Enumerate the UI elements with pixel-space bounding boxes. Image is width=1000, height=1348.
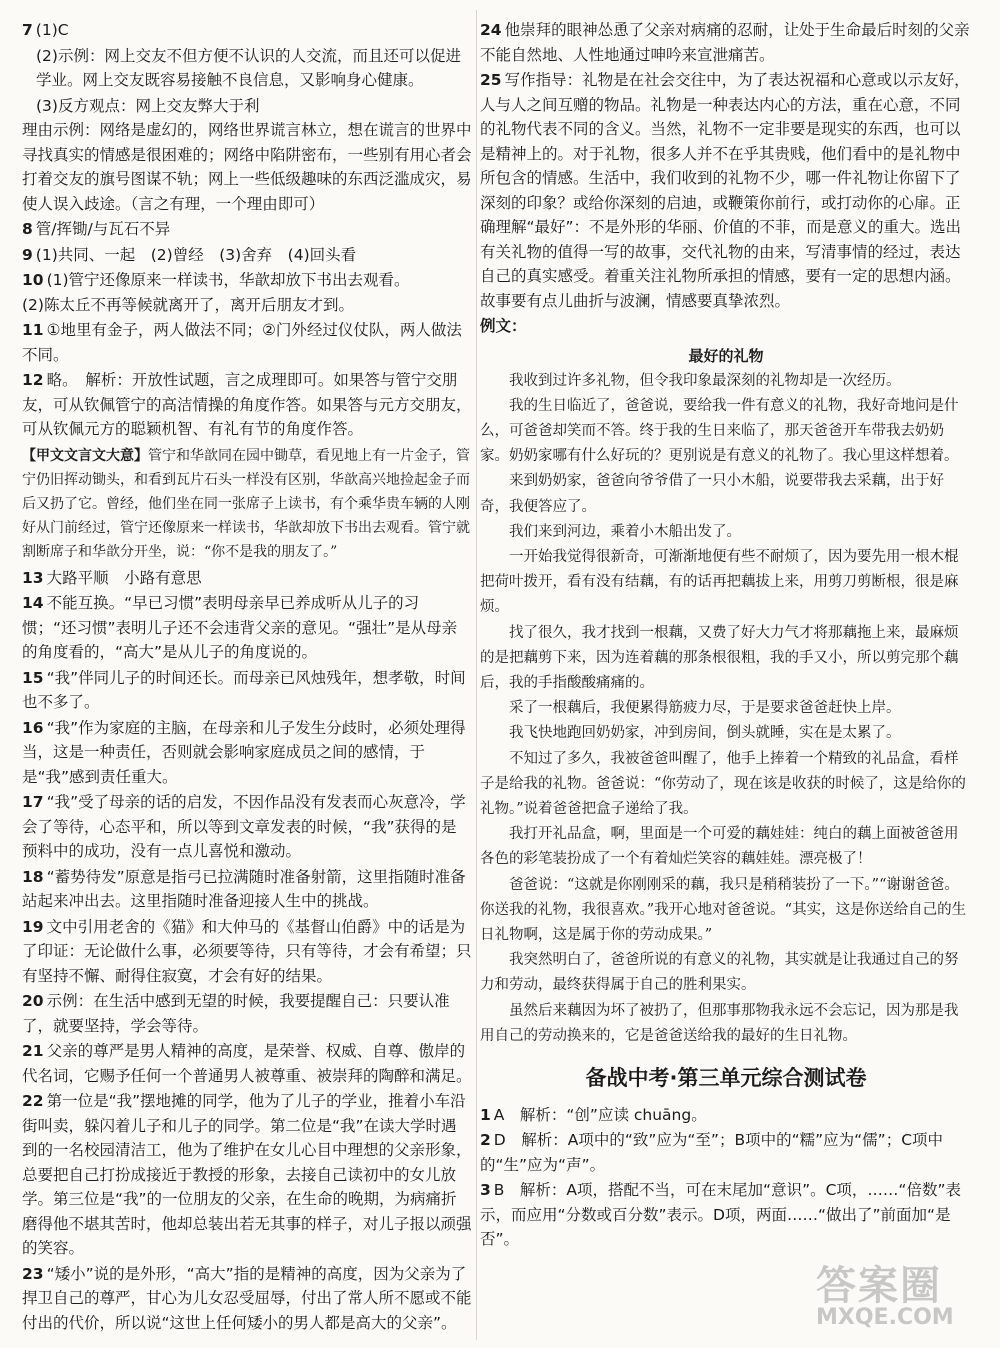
answer-item — [22, 268, 472, 317]
answer-text: 第一位是“我”摆地摊的同学，他为了儿子的学业，推着小车沿街叫卖，躲闪着儿子和儿子的同学。第二位是“我”在读大学时遇到的一名校园清洁工，他为了维护在女儿心目中理想的父亲形象，总要把自己打扮成接近于教授的形象，去接自己读初中的女儿放学。第三位是“我”的一位朋友的父亲，在生命的晚期，为病痛折磨得他不堪其苦时，他却总装出若无其事的样子，对儿子报以顽强的笑容。 — [22, 1092, 472, 1257]
answer-text: 写作指导：礼物是在社会交往中，为了表达祝福和心意或以示友好，人与人之间互赠的物品。礼物是一种表达内心的方法，重在心意，不同的礼物代表不同的含义。当然，礼物不一定非要是现实的东西，也可以是精神上的。对于礼物，很多人并不在乎其贵贱，他们看中的是礼物中所包含的情感。生活中，我们收到的礼物不少，哪一件礼物让你留下了深刻的印象？或给你深刻的启迪，或鞭策你前行，或打动你的心扉。正确理解“最好”：不是外形的华丽、价值的不菲，而是意义的重大。选出有关礼物的值得一写的故事，交代礼物的由来，写清事情的经过，表达自己的真实感受。着重关注礼物所承担的情感，要有一定的思想内涵。故事要有点儿曲折与波澜，情感要真挚浓烈。 — [480, 71, 970, 310]
answer-number: 24 — [480, 21, 502, 39]
answer-text: 略。 解析：开放性试题，言之成理即可。如果答与管宁交朋友，可从钦佩管宁的高洁情操的角度作答。如果答与元方交朋友，可从钦佩元方的聪颖机智、有礼有节的角度作答。 — [22, 371, 472, 438]
answer-list-2 — [22, 566, 472, 1336]
answer-item — [480, 68, 972, 313]
answer-item — [22, 318, 472, 367]
article-paragraph: 我突然明白了，爸爸所说的有意义的礼物，其实就是让我通过自己的努力和劳动，最终获得属于自己的胜利果实。 — [480, 952, 959, 994]
note-label: 【甲文文言文大意】 — [22, 447, 148, 464]
watermark-url: MXQE.COM — [816, 1305, 954, 1330]
answer-text: 大路平顺 小路有意思 — [46, 568, 202, 587]
right-column — [480, 18, 972, 1253]
answer-text: 文中引用老舍的《猫》和大仲马的《基督山伯爵》中的话是为了印证：无论做什么事，必须要等待，只有等待，才会有希望；只有坚持不懈、耐得住寂寞，才会有好的结果。 — [22, 917, 472, 985]
answer-text: 不能互换。“早已习惯”表明母亲早已养成听从儿子的习惯；“还习惯”表明儿子还不会违背父亲的意见。“强壮”是从母亲的角度看的，“高大”是从儿子的角度说的。 — [22, 594, 458, 661]
answer-text: 他崇拜的眼神怂恿了父亲对病痛的忍耐，让处于生命最后时刻的父亲不能自然地、人性地通过呻吟来宣泄痛苦。 — [480, 21, 970, 64]
answer-text: 管/挥锄/与瓦石不异 — [35, 220, 171, 238]
answer-item — [22, 1262, 472, 1336]
answer-item — [22, 1039, 472, 1088]
article-paragraph: 我收到过许多礼物，但令我印象最深刻的礼物却是一次经历。 — [509, 372, 901, 389]
article-paragraph: 我的生日临近了，爸爸说，要给我一件有意义的礼物，我好奇地问是什么，可爸爸却笑而不答。终于我的生日来临了，那天爸爸开车带我去奶奶家。奶奶家哪有什么好玩的？更别说是有意义的礼物了。我心里这样想着。 — [480, 397, 959, 465]
article-paragraph: 采了一根藕后，我便累得筋疲力尽，于是要求爸爸赶快上岸。 — [509, 700, 901, 717]
answer-item — [22, 94, 472, 217]
answer-text: (1)共同、一起 (2)曾经 (3)舍弃 (4)回头看 — [35, 245, 357, 264]
left-column — [22, 18, 472, 1336]
answer-number: 23 — [22, 1264, 44, 1283]
answer-number: 25 — [480, 71, 502, 89]
answer-text: ①地里有金子，两人做法不同；②门外经过仪仗队，两人做法不同。 — [22, 321, 462, 364]
answer-item — [22, 217, 472, 242]
answer-item — [22, 368, 472, 442]
answer-text: (1)C — [35, 21, 69, 39]
answer-item — [22, 989, 472, 1038]
example-article — [480, 369, 972, 1049]
answer-list-1 — [22, 18, 472, 442]
answer-number: 15 — [22, 668, 44, 687]
article-paragraph: 来到奶奶家，爸爸向爷爷借了一只小木船，说要带我去采藕，出于好奇，我便答应了。 — [480, 473, 944, 515]
answer-number: 10 — [22, 271, 44, 289]
answer-number: 2 — [480, 1131, 491, 1150]
answer-text: A 解析：“创”应读 chuāng。 — [493, 1105, 707, 1124]
answer-text: (2)示例：网上交友不但方便不认识的人交流，而且还可以促进学业。网上交友既容易接触不良信息，又影响身心健康。 — [36, 46, 461, 89]
article-paragraph: 爸爸说：“这就是你刚刚采的藕，我只是稍稍装扮了一下。”“谢谢爸爸。你送我的礼物，我很喜欢。”我开心地对爸爸说。“其实，这是你送给自己的生日礼物啊，这是属于你的劳动成果。” — [480, 876, 967, 943]
section-title: 备战中考·第三单元综合测试卷 — [585, 1065, 867, 1090]
article-paragraph: 我们来到河边，乘着小木船出发了。 — [509, 523, 741, 540]
answer-number: 9 — [22, 245, 33, 264]
answer-number: 1 — [480, 1105, 491, 1124]
answer-number: 16 — [22, 718, 44, 737]
answer-number: 17 — [22, 793, 44, 811]
translation-note — [22, 444, 472, 564]
answer-item — [22, 1089, 472, 1261]
answer-text: “我”作为家庭的主脑，在母亲和儿子发生分歧时，必须处理得当，这是一种责任，否则就会影响家庭成员之间的感情，于是“我”感到责任重大。 — [22, 718, 466, 786]
article-title: 最好的礼物 — [688, 346, 764, 365]
answer-number: 7 — [22, 21, 33, 39]
article-paragraph: 虽然后来藕因为坏了被扔了，但那事那物我永远不会忘记，因为那是我用自己的劳动换来的，它是爸爸送给我的最好的生日礼物。 — [480, 1002, 959, 1044]
answer-item — [480, 1178, 972, 1252]
answer-item — [22, 591, 472, 665]
answer-item — [22, 243, 472, 268]
site-watermark — [816, 1254, 986, 1340]
answer-text: (3)反方观点：网上交友弊大于利 — [36, 96, 260, 115]
column-divider — [476, 10, 477, 1340]
answer-item — [22, 790, 472, 864]
answer-text: 理由示例：网络是虚幻的，网络世界谎言林立，想在谎言的世界中寻找真实的情感是很困难的；网络中陷阱密布，一些别有用心者会打着交友的旗号图谋不轨；网上一些低级趣味的东西泛滥成灾，易使人误入歧途。（言之有理，一个理由即可） — [22, 121, 472, 213]
answer-item — [22, 915, 472, 989]
test-answers — [480, 1103, 972, 1252]
answer-item — [480, 1103, 972, 1128]
article-paragraph: 我飞快地跑回奶奶家，冲到房间，倒头就睡，实在是太累了。 — [509, 725, 901, 742]
answer-list-3 — [480, 18, 972, 313]
answer-text: B 解析：A项，搭配不当，可在末尾加“意识”。C项，……“倍数”表示，而应用“分数或百分数”表示。D项，两面……“做出了”前面加“是否”。 — [480, 1181, 961, 1249]
answer-item — [22, 865, 472, 914]
answer-text: (1)管宁还像原来一样读书，华歆却放下书出去观看。 — [46, 271, 410, 289]
answer-item — [22, 666, 472, 715]
answer-text: (2)陈太丘不再等候就离开了，离开后朋友才到。 — [22, 295, 354, 314]
article-paragraph: 不知过了多久，我被爸爸叫醒了，他手上捧着一个精致的礼品盒，看样子是给我的礼物。爸爸说：“你劳动了，现在该是收获的时候了，这是给你的礼物。”说着爸爸把盒子递给了我。 — [480, 750, 966, 817]
article-paragraph: 找了很久，我才找到一根藕，又费了好大力气才将那藕拖上来，最麻烦的是把藕剪下来，因为连着藕的那条根很粗，我的手又小，所以剪完那个藕后，我的手指酸酸痛痛的。 — [480, 624, 959, 691]
answer-number: 12 — [22, 371, 44, 389]
note-text: 管宁和华歆同在园中锄草，看见地上有一片金子，管宁仍旧挥动锄头，和看到瓦片石头一样没有区别，华歆高兴地捡起金子而后又扔了它。曾经，他们坐在同一张席子上读书，有个乘华贵车辆的人刚好从门前经过，管宁还像原来一样读书，华歆却放下书出去观看。管宁就割断席子和华歆分开坐，说：“你不是我的朋友了。” — [22, 447, 470, 560]
answer-item — [22, 18, 472, 43]
watermark-logo: 答案圈 — [816, 1263, 942, 1309]
article-paragraph: 一开始我觉得很新奇，可渐渐地便有些不耐烦了，因为要先用一根木棍把荷叶拨开，看有没有结藕，有的话再把藕拔上来，用剪刀剪断根，很是麻烦。 — [480, 548, 959, 616]
answer-number: 20 — [22, 992, 44, 1010]
answer-number: 13 — [22, 568, 44, 587]
answer-number: 19 — [22, 917, 44, 936]
answer-text: “蓄势待发”原意是指弓已拉满随时准备射箭，这里指随时准备站起来冲出去。这里指随时准备迎接人生中的挑战。 — [22, 867, 466, 910]
answer-number: 21 — [22, 1042, 44, 1060]
answer-number: 11 — [22, 321, 44, 339]
answer-text: D 解析：A项中的“致”应为“至”；B项中的“糯”应为“儒”；C项中的“生”应为“声”。 — [480, 1131, 944, 1174]
answer-number: 22 — [22, 1092, 44, 1110]
article-paragraph: 我打开礼品盒，啊，里面是一个可爱的藕娃娃：纯白的藕上面被爸爸用各色的彩笔装扮成了一个有着灿烂笑容的藕娃娃。漂亮极了！ — [480, 826, 959, 868]
answer-item — [480, 1128, 972, 1177]
answer-text: “我”伴同儿子的时间还长。而母亲已风烛残年，想孝敬，时间也不多了。 — [22, 668, 466, 711]
answer-item — [22, 716, 472, 790]
answer-number: 14 — [22, 594, 44, 612]
answer-text: “矮小”说的是外形，“高大”指的是精神的高度，因为父亲为了捍卫自己的尊严，甘心为儿女忍受屈辱，付出了常人所不愿或不能付出的代价，所以说“这世上任何矮小的男人都是高大的父亲”。 — [22, 1264, 472, 1332]
answer-text: 示例：在生活中感到无望的时候，我要提醒自己：只要认准了，就要坚持，学会等待。 — [22, 992, 450, 1035]
answer-item — [22, 44, 472, 93]
answer-item — [22, 566, 472, 591]
answer-text: 父亲的尊严是男人精神的高度，是荣誉、权威、自尊、傲岸的代名词，它赐予任何一个普通男人被尊重、被崇拜的陶醉和满足。 — [22, 1042, 472, 1085]
answer-item — [480, 18, 972, 67]
answer-number: 8 — [22, 220, 33, 238]
answer-number: 3 — [480, 1181, 491, 1200]
example-label: 例文： — [480, 317, 527, 335]
answer-number: 18 — [22, 867, 44, 886]
answer-text: “我”受了母亲的话的启发，不因作品没有发表而心灰意冷，学会了等待，心态平和，所以等到文章发表的时候，“我”获得的是预料中的成功，没有一点儿喜悦和激动。 — [22, 793, 466, 860]
